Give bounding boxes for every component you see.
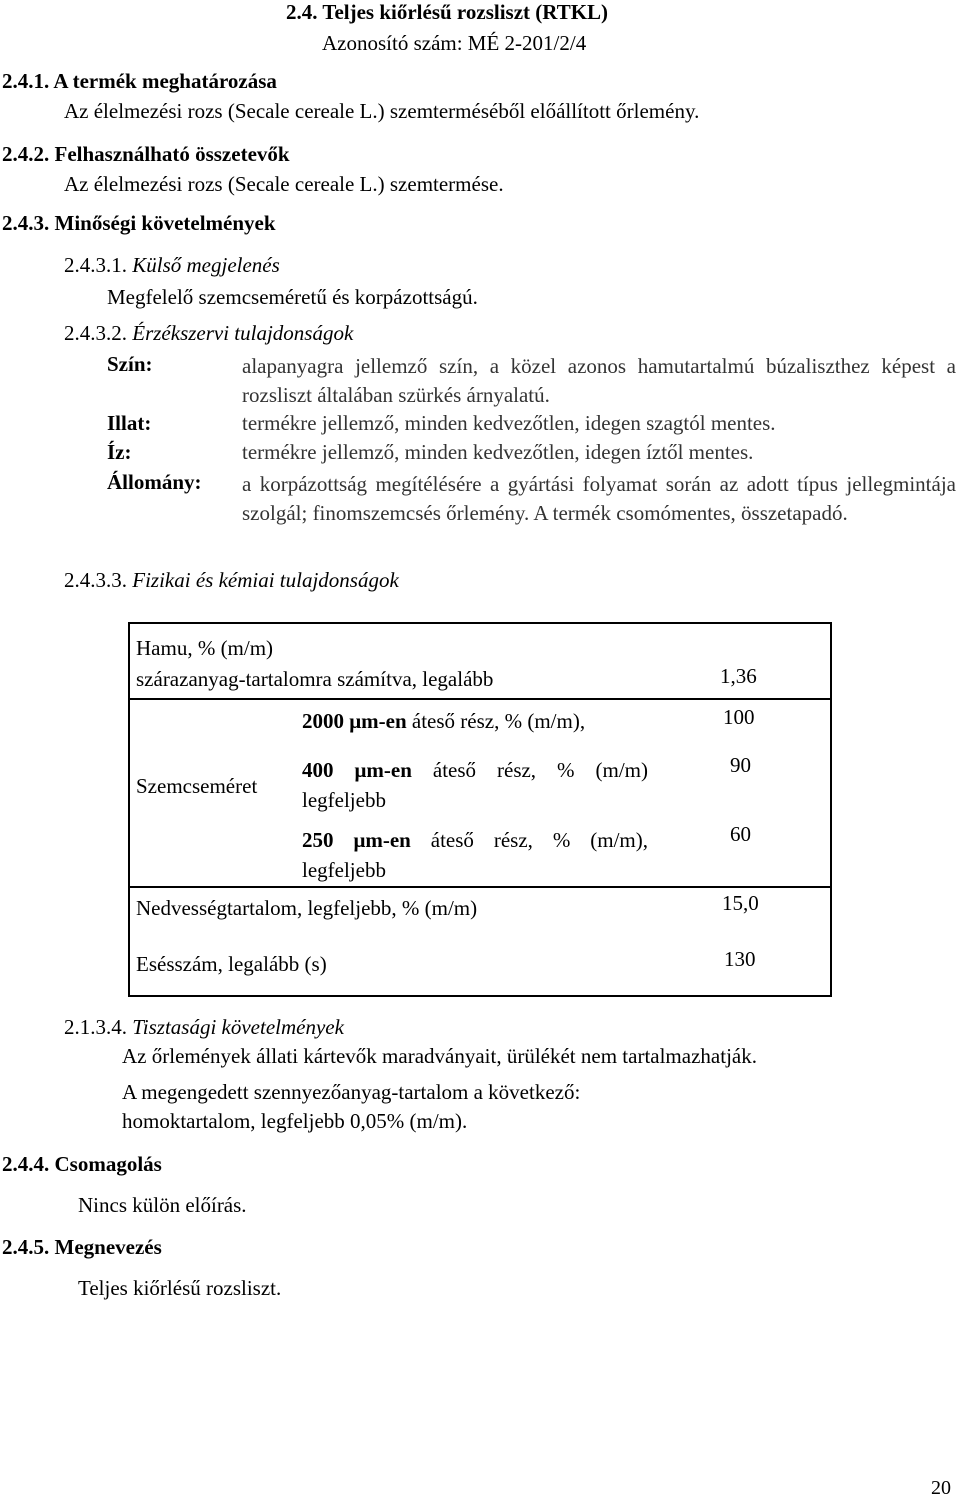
section-241-text: Az élelmezési rozs (Secale cereale L.) szemterméséből előállított őrlemény. [64,99,700,123]
hamu-label-line1: Hamu, % (m/m) [136,636,274,660]
prop-allomany-value: a korpázottság megítélésére a gyártási folyamat során az adott típus jellegmintája szolgál; finomszemcsés őrlemény. A termék csomómentes, összetapadó. [242,472,956,525]
section-243-heading: 2.4.3. Minőségi követelmények [2,211,276,235]
sieve-400-text2: legfeljebb [302,788,386,812]
prop-allomany-label: Állomány: [107,470,202,494]
sieve-400-size: 400 [302,758,334,782]
section-2431-heading [64,253,280,278]
section-241-heading: 2.4.1. A termék meghatározása [2,69,277,93]
prop-iz-label: Íz: [107,440,132,464]
sieve-2000-mu: μ [349,709,362,733]
prop-illat-label: Illat: [107,411,152,435]
sieve-400-unit: m-en [366,758,412,782]
section-2431-number: 2.4.3.1. [64,253,127,277]
sieve-400-text [302,758,648,783]
sieve-250-text2: legfeljebb [302,858,386,882]
sieve-250-unit: m-en [365,828,411,852]
sieve-400-desc: áteső rész, % (m/m) [432,758,648,782]
sieve-250-mu: μ [353,828,366,852]
sieve-400-value: 90 [730,753,751,777]
document-title: 2.4. Teljes kiőrlésű rozsliszt (RTKL) [286,0,609,24]
sieve-400-mu: μ [354,758,367,782]
section-2432-title: Érzékszervi tulajdonságok [132,321,354,345]
section-2134-title: Tisztasági követelmények [132,1015,344,1039]
section-2432-heading [64,321,353,346]
section-2134-text2: A megengedett szennyezőanyag-tartalom a következő: [122,1080,581,1104]
section-2432-number: 2.4.3.2. [64,321,127,345]
section-2433-number: 2.4.3.3. [64,568,127,592]
table-border-right [830,622,832,997]
szemcse-label: Szemcseméret [136,774,258,798]
eses-label: Esésszám, legalább (s) [136,952,327,976]
section-244-text: Nincs külön előírás. [78,1193,247,1217]
sieve-2000-value: 100 [723,705,755,729]
nedv-label: Nedvességtartalom, legfeljebb, % (m/m) [136,896,478,920]
page-number: 20 [931,1477,951,1499]
table-divider-hamu [128,698,832,700]
section-245-heading: 2.4.5. Megnevezés [2,1235,162,1259]
section-2134-number: 2.1.3.4. [64,1015,127,1039]
section-244-heading: 2.4.4. Csomagolás [2,1152,162,1176]
sieve-2000-text [302,709,585,734]
table-divider-szemcse [128,886,832,888]
eses-value: 130 [724,947,756,971]
sieve-2000-size: 2000 [302,709,344,733]
prop-iz-value: termékre jellemző, minden kedvezőtlen, idegen íztől mentes. [242,440,754,464]
sieve-250-text [302,828,648,853]
section-2134-text1: Az őrlemények állati kártevők maradványait, ürülékét nem tartalmazhatják. [122,1044,757,1068]
sieve-2000-desc: áteső rész, % (m/m), [411,709,586,733]
sieve-250-size: 250 [302,828,334,852]
sieve-250-desc: áteső rész, % (m/m), [430,828,649,852]
prop-szin-label: Szín: [107,352,153,376]
nedv-value: 15,0 [722,891,759,915]
sieve-250-value: 60 [730,822,751,846]
section-2433-heading [64,568,399,593]
table-border-bottom [128,995,832,997]
section-2433-title: Fizikai és kémiai tulajdonságok [132,568,399,592]
table-border-left [128,622,130,997]
section-245-text: Teljes kiőrlésű rozsliszt. [78,1276,282,1300]
section-242-heading: 2.4.2. Felhasználható összetevők [2,142,290,166]
spec-table [128,622,832,997]
table-border-top [128,622,832,624]
hamu-label-line2: szárazanyag-tartalomra számítva, legalább [136,667,494,691]
sieve-2000-unit: m-en [361,709,407,733]
section-2134-heading [64,1015,344,1040]
hamu-value: 1,36 [720,664,757,688]
document-id: Azonosító szám: MÉ 2-201/2/4 [322,31,587,55]
section-2431-title: Külső megjelenés [132,253,280,277]
section-2134-text3: homoktartalom, legfeljebb 0,05% (m/m). [122,1109,468,1133]
prop-illat-value: termékre jellemző, minden kedvezőtlen, idegen szagtól mentes. [242,411,776,435]
section-2431-text: Megfelelő szemcseméretű és korpázottságú. [107,285,478,309]
section-242-text: Az élelmezési rozs (Secale cereale L.) szemtermése. [64,172,504,196]
prop-szin-value: alapanyagra jellemző szín, a közel azonos hamutartalmú búzaliszthez képest a rozsliszt általában szürkés árnyalatú. [242,354,956,407]
